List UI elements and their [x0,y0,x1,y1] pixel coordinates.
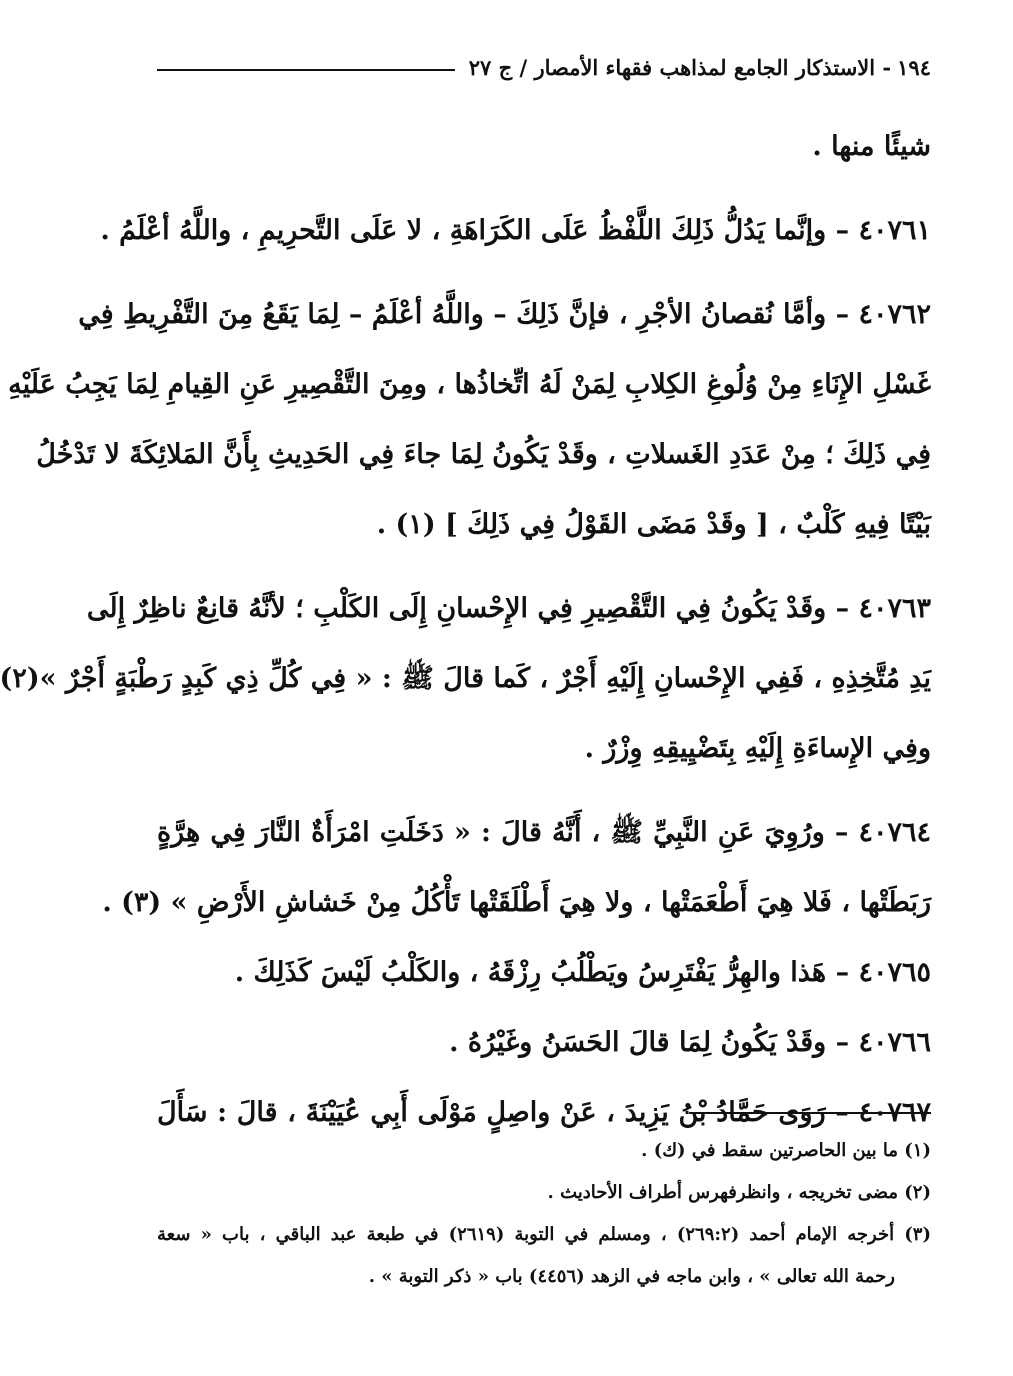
text-line: فِي ذَلِكَ ؛ مِنْ عَدَدِ الغَسلاتِ ، وقَدْ يَكُونُ لِمَا جاءَ فِي الحَدِيثِ بِأَنَّ المَلائِكَةَ لا تَدْخُلُ [36,439,931,470]
text-line: يَدِ مُتَّخِذِهِ ، فَفِي الإِحْسانِ إِلَيْهِ أَجْرٌ ، كَما قالَ ﷺ : « فِي كُلِّ ذِي كَبِدٍ رَطْبَةٍ أَجْرٌ »(٢) [0,663,931,694]
paragraph-40762: ٤٠٧٦٢ – وأمَّا نُقصانُ الأجْرِ ، فإنَّ ذَلِكَ – واللَّهُ أعْلَمُ – لِمَا يَقَعُ مِنَ التَّفْرِيطِ فِي [78,299,931,330]
page-number: ١٩٤ [897,54,931,80]
paragraph-40765: ٤٠٧٦٥ – هَذا والهِرُّ يَفْتَرِسُ ويَطْلُبُ رِزْقَهُ ، والكَلْبُ لَيْسَ كَذَلِكَ . [234,957,931,988]
paragraph-40764: ٤٠٧٦٤ – ورُوِيَ عَنِ النَّبِيِّ ﷺ ، أَنَّهُ قالَ : « دَخَلَتِ امْرَأَةٌ النَّارَ فِي هِرَّةٍ [157,817,931,848]
text-line: رَبَطَتْها ، فَلا هِيَ أَطْعَمَتْها ، ولا هِيَ أَطْلَقَتْها تَأْكُلُ مِنْ خَشاشِ الأَرْضِ » (٣) . [102,887,931,918]
running-header [157,50,931,84]
text-line: وفِي الإِساءَةِ إِلَيْهِ بِتَضْيِيقِهِ وِزْرٌ . [584,733,931,764]
footnote-3: (٣) أخرجه الإمام أحمد (٢٦٩:٢) ، ومسلم في التوبة (٢٦١٩) في طبعة عبد الباقي ، باب « سعة [157,1224,931,1245]
footnote-separator [689,1112,931,1114]
footnote-2: (٢) مضى تخريجه ، وانظرفهرس أطراف الأحاديث . [547,1182,931,1203]
header-rule [157,69,455,71]
text-line: غَسْلِ الإِنَاءِ مِنْ وُلُوغِ الكِلابِ لِمَنْ لَهُ اتِّخاذُها ، ومِنَ التَّقْصِيرِ عَنِ القِيامِ لِمَا يَجِبُ عَلَيْهِ [8,369,931,400]
header-title: - الاستذكار الجامع لمذاهب فقهاء الأمصار / ج ٢٧ [468,54,892,80]
footnote-1: (١) ما بين الحاصرتين سقط في (ك) . [641,1140,931,1161]
paragraph-40766: ٤٠٧٦٦ – وقَدْ يَكُونُ لِمَا قالَ الحَسَنُ وغَيْرُهُ . [449,1027,931,1058]
paragraph-40763: ٤٠٧٦٣ – وقَدْ يَكُونُ فِي التَّقْصِيرِ فِي الإِحْسانِ إِلَى الكَلْبِ ؛ لأنَّهُ قانِعٌ ناظِرٌ إِلَى [86,593,931,624]
paragraph-40767: ٤٠٧٦٧ – رَوَى حَمَّادُ بْنُ يَزِيدَ ، عَنْ واصِلٍ مَوْلَى أَبِي عُيَيْنَةَ ، قالَ : سَأَلَ [157,1097,931,1128]
text-line: شيئًا منها . [812,131,931,162]
paragraph-40761: ٤٠٧٦١ – وإنَّما يَدُلُّ ذَلِكَ اللَّفْظُ عَلَى الكَرَاهَةِ ، لا عَلَى التَّحرِيمِ ، واللَّهُ أعْلَمُ . [100,215,931,246]
footnotes [157,1130,931,1298]
footnote-3-continued: رحمة الله تعالى » ، وابن ماجه في الزهد (٤٤٥٦) باب « ذكر التوبة » . [368,1266,895,1287]
text-line: بَيْتًا فِيهِ كَلْبٌ ، [ وقَدْ مَضَى القَوْلُ فِي ذَلِكَ ] (١) . [376,509,931,540]
main-text [0,112,931,1148]
